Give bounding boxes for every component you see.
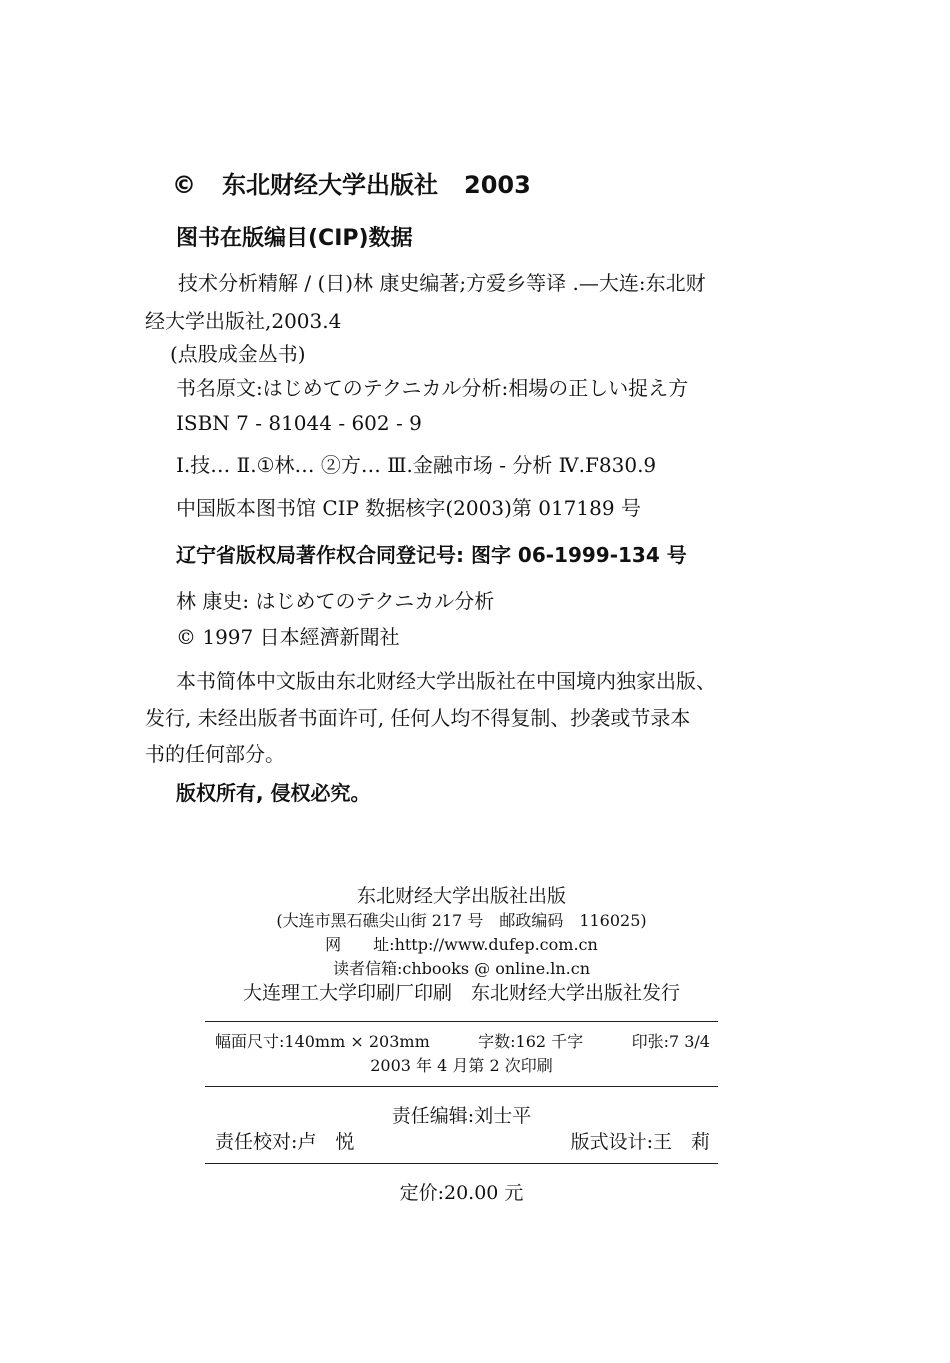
colophon-publisher: 东北财经大学出版社出版 <box>356 885 566 907</box>
proofreader: 责任校对:卢 悦 <box>215 1131 355 1153</box>
cip-original-title: 书名原文:はじめてのテクニカル分析:相場の正しい捉え方 <box>176 376 689 400</box>
colophon-address: (大连市黑石礁尖山街 217 号 邮政编码 116025) <box>276 911 647 930</box>
rights-statement-line-1: 本书简体中文版由东北财经大学出版社在中国境内独家出版、 <box>176 669 716 693</box>
all-rights-reserved: 版权所有, 侵权必究。 <box>176 781 371 805</box>
word-count: 字数:162 千字 <box>478 1032 584 1051</box>
colophon-price: 定价:20.00 元 <box>399 1182 524 1204</box>
rights-statement-line-3: 书的任何部分。 <box>145 742 285 766</box>
contract-registration: 辽宁省版权局著作权合同登记号: 图字 06-1999-134 号 <box>176 543 687 567</box>
colophon-editor: 责任编辑:刘士平 <box>391 1105 532 1127</box>
cip-line-2: 经大学出版社,2003.4 <box>145 309 342 333</box>
cip-classification: Ⅰ.技… Ⅱ.①林… ②方… Ⅲ.金融市场 - 分析 Ⅳ.F830.9 <box>176 453 657 477</box>
cip-number: 中国版本图书馆 CIP 数据核字(2003)第 017189 号 <box>176 496 641 520</box>
copyright-symbol: © <box>172 171 196 199</box>
original-author-title: 林 康史: はじめてのテクニカル分析 <box>176 589 495 613</box>
publisher-name: 东北财经大学出版社 <box>222 171 438 199</box>
colophon-divider-1 <box>205 1021 718 1022</box>
colophon-divider-3 <box>205 1163 718 1164</box>
cip-line-1: 技术分析精解 / (日)林 康史编著;方爱乡等译 .—大连:东北财 <box>178 271 706 295</box>
cip-heading: 图书在版编目(CIP)数据 <box>176 226 413 251</box>
publisher-copyright-line <box>172 170 531 200</box>
printed-sheets: 印张:7 3/4 <box>631 1032 710 1051</box>
rights-statement-line-2: 发行, 未经出版者书面许可, 任何人均不得复制、抄袭或节录本 <box>145 706 691 730</box>
cip-isbn: ISBN 7 - 81044 - 602 - 9 <box>176 411 422 435</box>
original-copyright: © 1997 日本經濟新聞社 <box>176 625 400 649</box>
colophon-staff-row <box>215 1130 710 1154</box>
colophon-email: 读者信箱:chbooks @ online.ln.cn <box>332 959 591 978</box>
cip-series: (点股成金丛书) <box>170 342 306 366</box>
copyright-year: 2003 <box>464 171 531 199</box>
colophon-website: 网 址:http://www.dufep.com.cn <box>325 935 598 954</box>
colophon-spec-row <box>215 1031 710 1053</box>
colophon-printing: 大连理工大学印刷厂印刷 东北财经大学出版社发行 <box>242 982 680 1004</box>
designer: 版式设计:王 莉 <box>570 1131 710 1153</box>
format-size: 幅面尺寸:140mm × 203mm <box>215 1032 430 1051</box>
colophon-edition: 2003 年 4 月第 2 次印刷 <box>370 1056 553 1075</box>
colophon-divider-2 <box>205 1086 718 1087</box>
